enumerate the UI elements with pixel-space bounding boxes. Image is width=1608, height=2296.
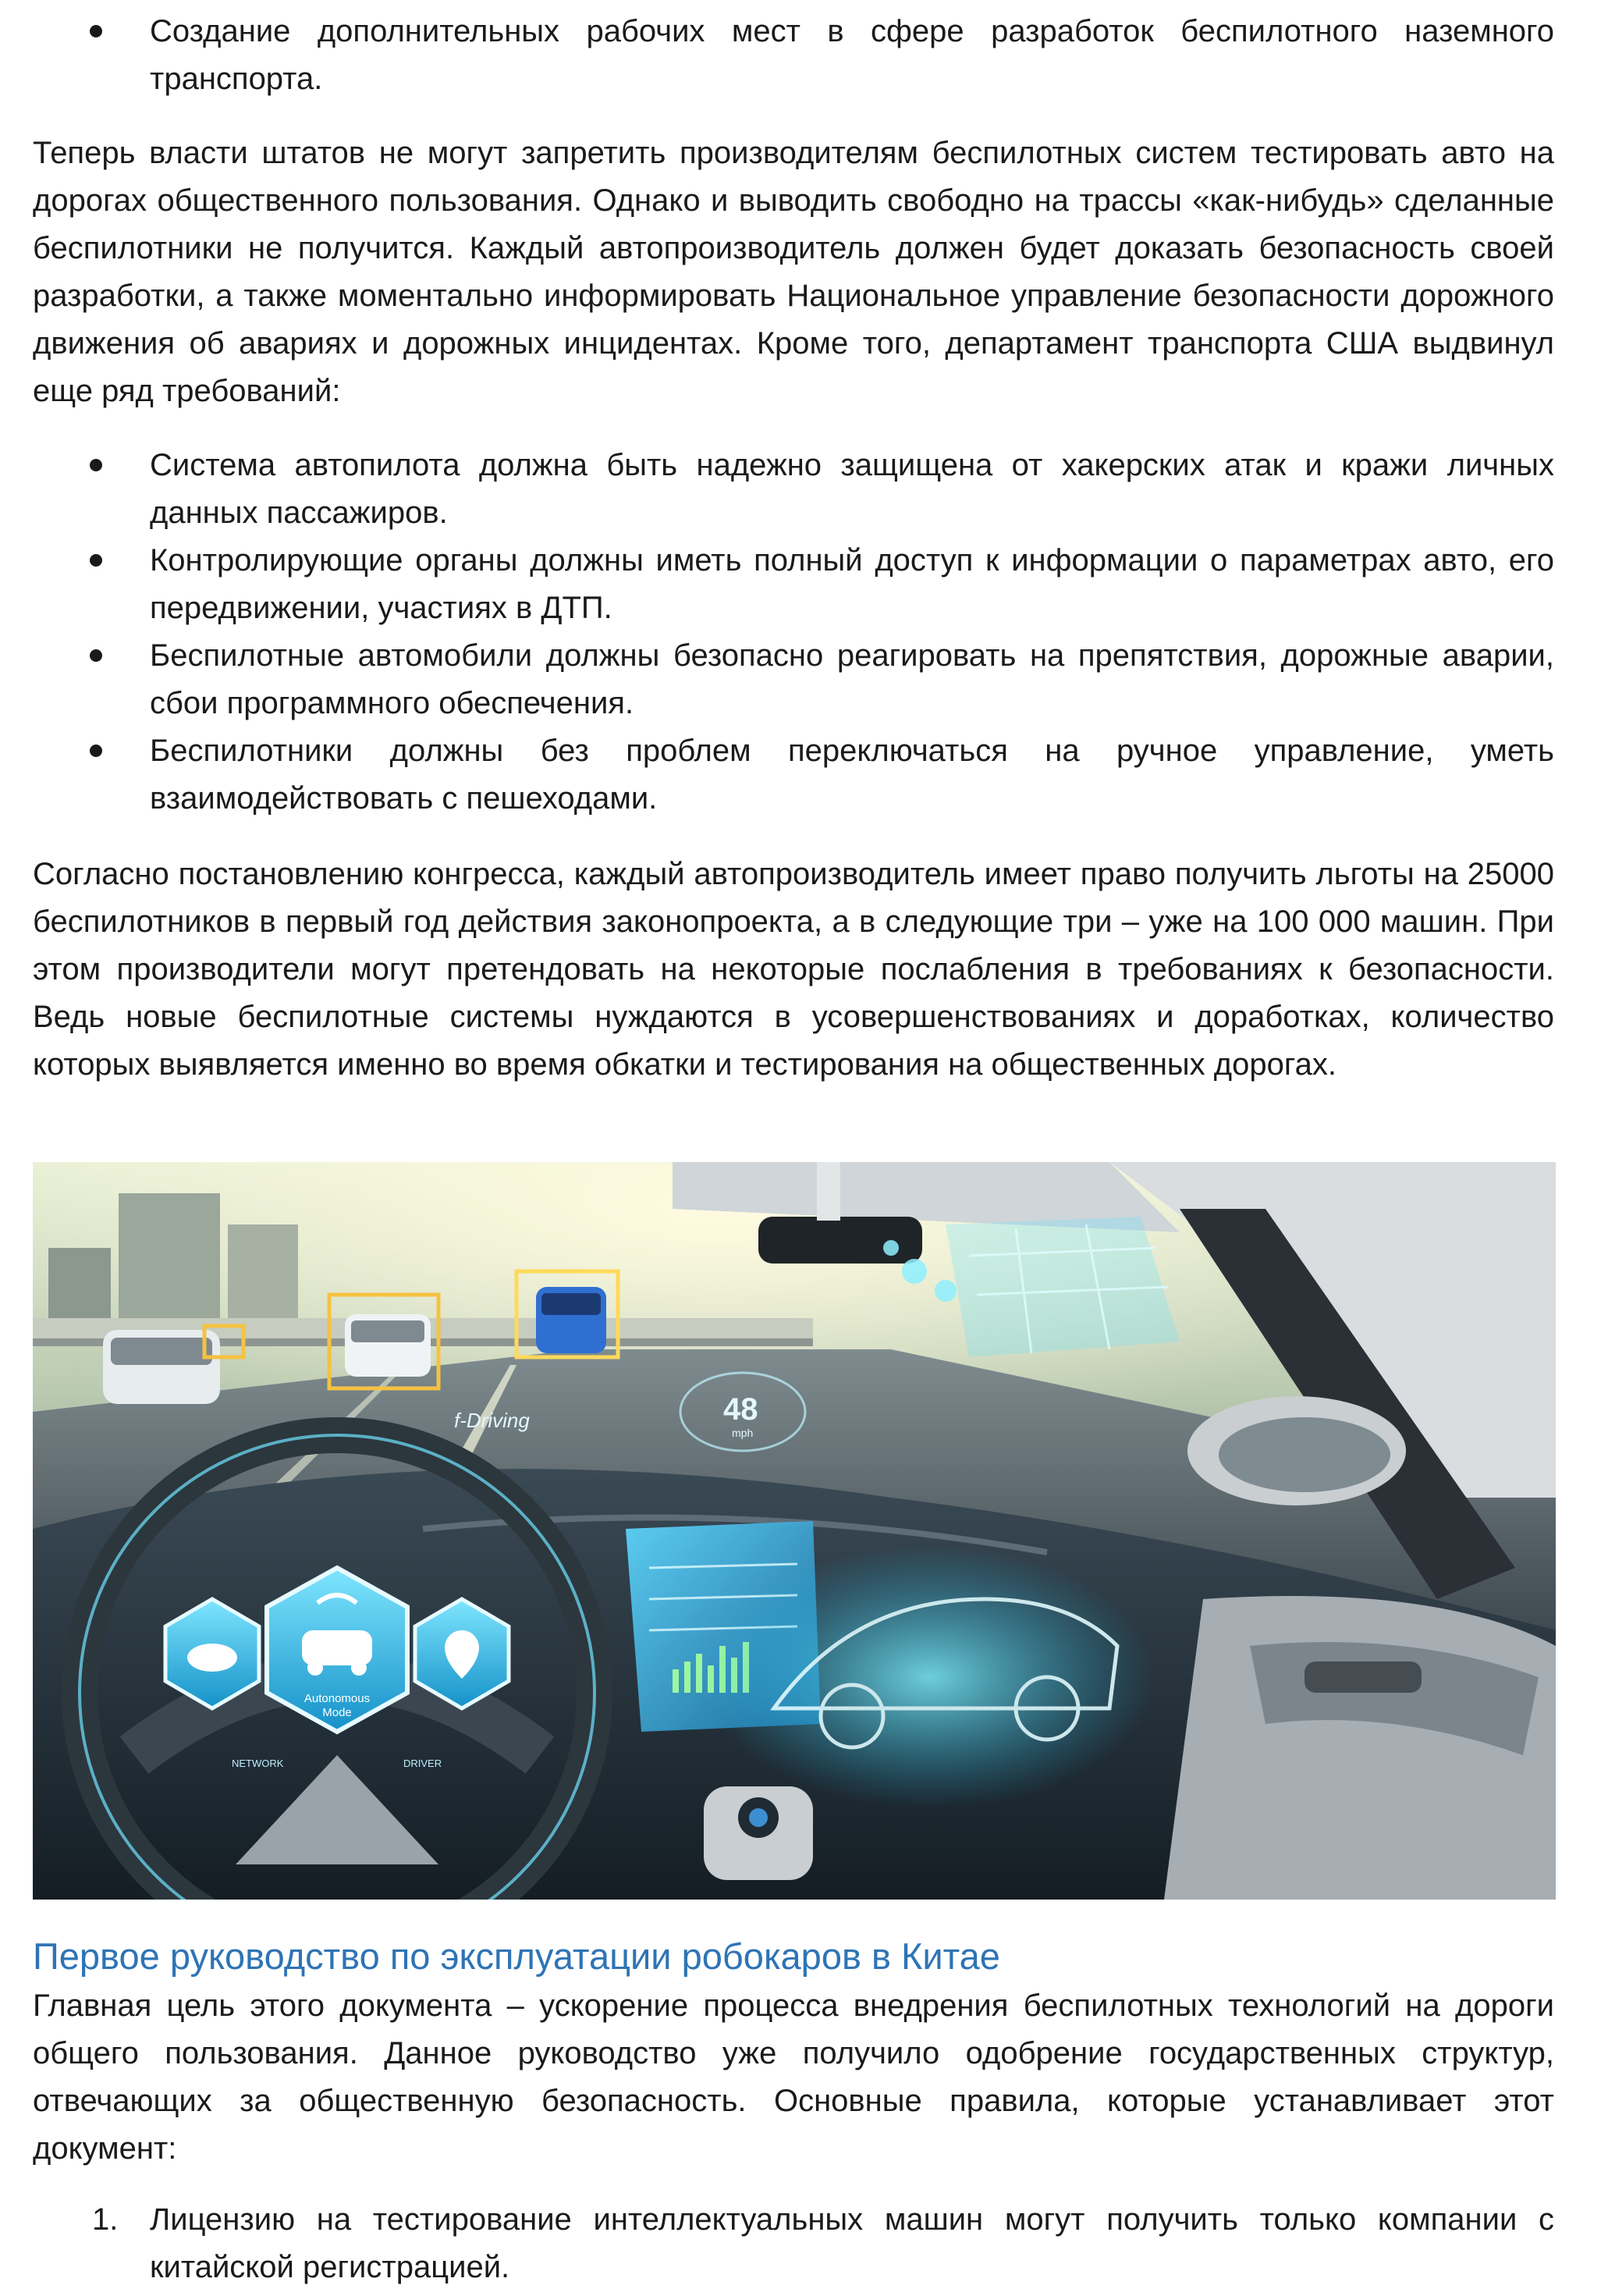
list-item-text: Контролирующие органы должны иметь полный доступ к информации о параметрах авто, его передвижении, участиях в ДТП. <box>150 543 1554 625</box>
list-item <box>33 442 1554 537</box>
wheel-label-driver: DRIVER <box>403 1758 442 1769</box>
list-item <box>33 2196 1554 2291</box>
paragraph-states-testing: Теперь власти штатов не могут запретить производителям беспилотных систем тестировать авто на дорогах общественного пользования. Однако и выводить свободно на трассы «как-нибудь» сделанные беспилотники не получится. Каждый автопроизводитель должен будет доказать безопасность своей разработки, а также моментально информировать Национальное управление безопасности дорожного движения об авариях и дорожных инцидентах. Кроме того, департамент транспорта США выдвинул еще ряд требований: <box>33 136 1554 408</box>
list-item-text: Беспилотники должны без проблем переключаться на ручное управление, уметь взаимодействовать с пешеходами. <box>150 734 1554 816</box>
car-interior-illustration <box>33 1162 1556 1900</box>
paragraph-china-guide: Главная цель этого документа – ускорение процесса внедрения беспилотных технологий на дороги общего пользования. Данное руководство уже получило одобрение государственных структур, отвечающих за общественную безопасность. Основные правила, которые устанавливает этот документ: <box>33 1989 1554 2166</box>
hex-label-line1: Autonomous <box>303 1692 371 1705</box>
list-item-text: Система автопилота должна быть надежно защищена от хакерских атак и кражи личных данных пассажиров. <box>150 448 1554 530</box>
list-item <box>33 632 1554 727</box>
bullet-icon <box>90 459 102 471</box>
rules-numbered-list <box>33 2196 1554 2291</box>
section-heading: Первое руководство по эксплуатации робокаров в Китае <box>33 1935 1000 1977</box>
hud-driving-label: f-Driving <box>454 1409 530 1432</box>
self-driving-car-interior-image <box>33 1162 1556 1900</box>
paragraph-congress-benefits: Согласно постановлению конгресса, каждый автопроизводитель имеет право получить льготы на 25000 беспилотников в первый год действия законопроекта, а в следующие три – уже на 100 000 машин. При этом производители могут претендовать на некоторые послабления в требованиях к безопасности. Ведь новые беспилотные системы нуждаются в усовершенствованиях и доработках, количество которых выявляется именно во время обкатки и тестирования на общественных дорогах. <box>33 857 1554 1082</box>
list-item <box>33 537 1554 632</box>
bullet-icon <box>90 649 102 662</box>
hud-speed-value: 48 <box>723 1392 758 1427</box>
hud-speed-unit: mph <box>732 1427 754 1439</box>
list-item-text: Беспилотные автомобили должны безопасно реагировать на препятствия, дорожные аварии, сбои программного обеспечения. <box>150 638 1554 720</box>
hex-label-line2: Mode <box>322 1706 352 1719</box>
requirements-bullet-list <box>33 442 1554 823</box>
list-item-number: 1. <box>92 2202 119 2237</box>
bullet-icon <box>90 745 102 757</box>
list-item-text: Лицензию на тестирование интеллектуальных машин могут получить только компании с китайской регистрацией. <box>150 2202 1554 2284</box>
list-item-text: Создание дополнительных рабочих мест в сфере разработок беспилотного наземного транспорта. <box>150 14 1554 96</box>
bullet-icon <box>90 554 102 567</box>
bullet-icon <box>90 25 102 37</box>
list-item <box>33 727 1554 823</box>
intro-bullet-list <box>33 8 1554 103</box>
list-item <box>33 8 1554 103</box>
wheel-label-network: NETWORK <box>232 1758 284 1769</box>
